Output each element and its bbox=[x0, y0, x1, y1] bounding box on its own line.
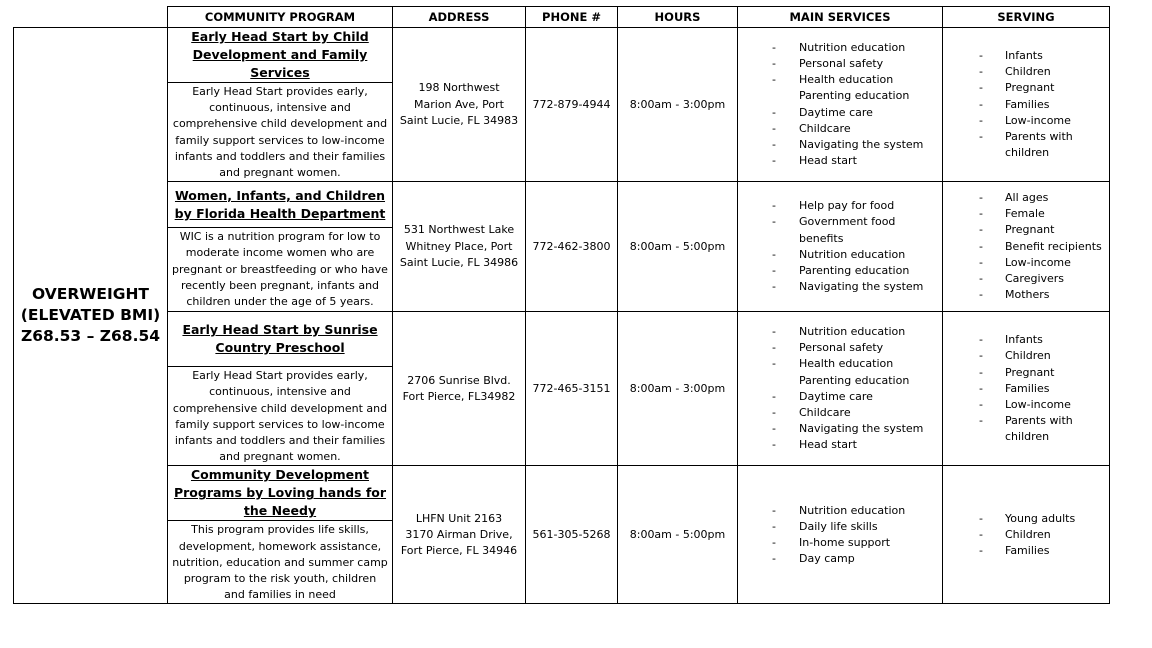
services-cell bbox=[738, 28, 943, 182]
address-line: 2706 Sunrise Blvd. bbox=[407, 373, 511, 387]
table-row bbox=[14, 28, 1110, 182]
address-cell bbox=[393, 182, 526, 312]
address-line: Whitney Place, Port bbox=[405, 239, 513, 253]
services-list bbox=[738, 503, 942, 568]
header-main-services: MAIN SERVICES bbox=[738, 7, 943, 28]
program-cell bbox=[168, 182, 393, 312]
serving-item: - Low-income bbox=[943, 113, 1109, 129]
phone-cell: 772-465-3151 bbox=[526, 312, 618, 466]
service-item: - Day camp bbox=[738, 551, 942, 567]
table-row bbox=[14, 182, 1110, 312]
program-description: This program provides life skills, development, homework assistance, nutrition, education and summer camp program to the risk youth, children and families in need bbox=[172, 523, 388, 602]
serving-cell bbox=[943, 182, 1110, 312]
program-title: Early Head Start by Child Development and Family Services bbox=[168, 28, 392, 83]
hours-cell: 8:00am - 5:00pm bbox=[618, 182, 738, 312]
service-item: - Navigating the system bbox=[738, 421, 942, 437]
service-item: - Health education bbox=[738, 72, 942, 88]
serving-item: - Pregnant bbox=[943, 222, 1109, 238]
services-list bbox=[738, 324, 942, 454]
serving-item: - Pregnant bbox=[943, 80, 1109, 96]
serving-item: - Parents with bbox=[943, 413, 1109, 429]
service-item: - Nutrition education bbox=[738, 324, 942, 340]
serving-item: - Families bbox=[943, 381, 1109, 397]
serving-item: - Families bbox=[943, 543, 1109, 559]
serving-item: - All ages bbox=[943, 190, 1109, 206]
serving-item: - Low-income bbox=[943, 397, 1109, 413]
service-item: - Parenting education bbox=[738, 263, 942, 279]
phone-cell: 772-462-3800 bbox=[526, 182, 618, 312]
header-hours: HOURS bbox=[618, 7, 738, 28]
header-phone: PHONE # bbox=[526, 7, 618, 28]
serving-item: - Pregnant bbox=[943, 365, 1109, 381]
table-row bbox=[14, 312, 1110, 466]
condition-subtitle: (ELEVATED BMI) bbox=[20, 306, 161, 325]
header-address: ADDRESS bbox=[393, 7, 526, 28]
serving-item: - Infants bbox=[943, 332, 1109, 348]
service-item: - Personal safety bbox=[738, 340, 942, 356]
service-item: - Nutrition education bbox=[738, 40, 942, 56]
program-cell bbox=[168, 466, 393, 604]
serving-item: - Children bbox=[943, 527, 1109, 543]
address-cell bbox=[393, 312, 526, 466]
services-list bbox=[738, 40, 942, 170]
table-row bbox=[14, 466, 1110, 604]
address-line: Saint Lucie, FL 34986 bbox=[399, 255, 519, 269]
serving-item: - Low-income bbox=[943, 255, 1109, 271]
service-item: - In-home support bbox=[738, 535, 942, 551]
phone-cell: 561-305-5268 bbox=[526, 466, 618, 604]
service-item: - Nutrition education bbox=[738, 247, 942, 263]
services-list bbox=[738, 198, 942, 295]
services-cell bbox=[738, 466, 943, 604]
address-line: 531 Northwest Lake bbox=[403, 223, 515, 237]
program-title: Early Head Start by Sunrise Country Preschool bbox=[168, 312, 392, 367]
program-description: Early Head Start provides early, continuous, intensive and comprehensive child development and family support services to low-income infants and toddlers and their families and pregnant women. bbox=[172, 369, 388, 464]
address-line: 198 Northwest bbox=[418, 81, 500, 95]
address-line: Saint Lucie, FL 34983 bbox=[399, 113, 519, 127]
service-item: - Daytime care bbox=[738, 389, 942, 405]
serving-list bbox=[943, 332, 1109, 445]
condition-codes: Z68.53 – Z68.54 bbox=[20, 327, 161, 346]
service-item: - Head start bbox=[738, 153, 942, 169]
serving-item: - Female bbox=[943, 206, 1109, 222]
header-blank-cell bbox=[14, 7, 168, 28]
address-line: 3170 Airman Drive, bbox=[405, 527, 513, 541]
header-serving: SERVING bbox=[943, 7, 1110, 28]
community-program-table bbox=[13, 6, 1110, 604]
service-item: - Nutrition education bbox=[738, 503, 942, 519]
serving-item: children bbox=[1005, 146, 1050, 160]
service-item: Parenting education bbox=[799, 373, 910, 387]
serving-list bbox=[943, 48, 1109, 161]
service-item: - Childcare bbox=[738, 405, 942, 421]
address-line: Fort Pierce, FL 34946 bbox=[400, 544, 518, 558]
services-cell bbox=[738, 182, 943, 312]
program-description: Early Head Start provides early, continuous, intensive and comprehensive child development and family support services to low-income infants and toddlers and their families and pregnant women. bbox=[172, 85, 388, 180]
serving-item: - Children bbox=[943, 348, 1109, 364]
header-community-program: COMMUNITY PROGRAM bbox=[168, 7, 393, 28]
serving-item: - Benefit recipients bbox=[943, 239, 1109, 255]
address-line: Fort Pierce, FL34982 bbox=[402, 389, 516, 403]
condition-cell bbox=[14, 28, 168, 604]
phone-cell: 772-879-4944 bbox=[526, 28, 618, 182]
address-line: LHFN Unit 2163 bbox=[415, 511, 503, 525]
serving-item: - Families bbox=[943, 97, 1109, 113]
service-item: Parenting education bbox=[799, 89, 910, 103]
address-cell bbox=[393, 466, 526, 604]
serving-list bbox=[943, 190, 1109, 303]
hours-cell: 8:00am - 3:00pm bbox=[618, 312, 738, 466]
service-item: - Head start bbox=[738, 437, 942, 453]
address-line: Marion Ave, Port bbox=[414, 97, 504, 111]
serving-list bbox=[943, 511, 1109, 560]
serving-item: - Young adults bbox=[943, 511, 1109, 527]
service-item: - Childcare bbox=[738, 121, 942, 137]
service-item: - Government food bbox=[738, 214, 942, 230]
service-item: - Daily life skills bbox=[738, 519, 942, 535]
service-item: - Daytime care bbox=[738, 105, 942, 121]
condition-title: OVERWEIGHT bbox=[32, 285, 149, 304]
service-item: - Help pay for food bbox=[738, 198, 942, 214]
serving-item: children bbox=[1005, 430, 1050, 444]
hours-cell: 8:00am - 3:00pm bbox=[618, 28, 738, 182]
address-cell bbox=[393, 28, 526, 182]
serving-item: - Parents with bbox=[943, 129, 1109, 145]
serving-cell bbox=[943, 28, 1110, 182]
service-item: - Navigating the system bbox=[738, 137, 942, 153]
serving-cell bbox=[943, 312, 1110, 466]
serving-item: - Caregivers bbox=[943, 271, 1109, 287]
service-item: - Personal safety bbox=[738, 56, 942, 72]
program-description: WIC is a nutrition program for low to moderate income women who are pregnant or breastfeeding or who have recently been pregnant, infants and children under the age of 5 years. bbox=[172, 230, 388, 309]
serving-item: - Children bbox=[943, 64, 1109, 80]
services-cell bbox=[738, 312, 943, 466]
serving-item: - Infants bbox=[943, 48, 1109, 64]
program-cell bbox=[168, 312, 393, 466]
program-title: Women, Infants, and Children by Florida Health Department bbox=[168, 182, 392, 228]
serving-item: - Mothers bbox=[943, 287, 1109, 303]
service-item: - Navigating the system bbox=[738, 279, 942, 295]
hours-cell: 8:00am - 5:00pm bbox=[618, 466, 738, 604]
program-cell bbox=[168, 28, 393, 182]
service-item: benefits bbox=[799, 231, 844, 245]
header-row bbox=[14, 7, 1110, 28]
serving-cell bbox=[943, 466, 1110, 604]
program-title: Community Development Programs by Loving hands for the Needy bbox=[168, 466, 392, 521]
service-item: - Health education bbox=[738, 356, 942, 372]
